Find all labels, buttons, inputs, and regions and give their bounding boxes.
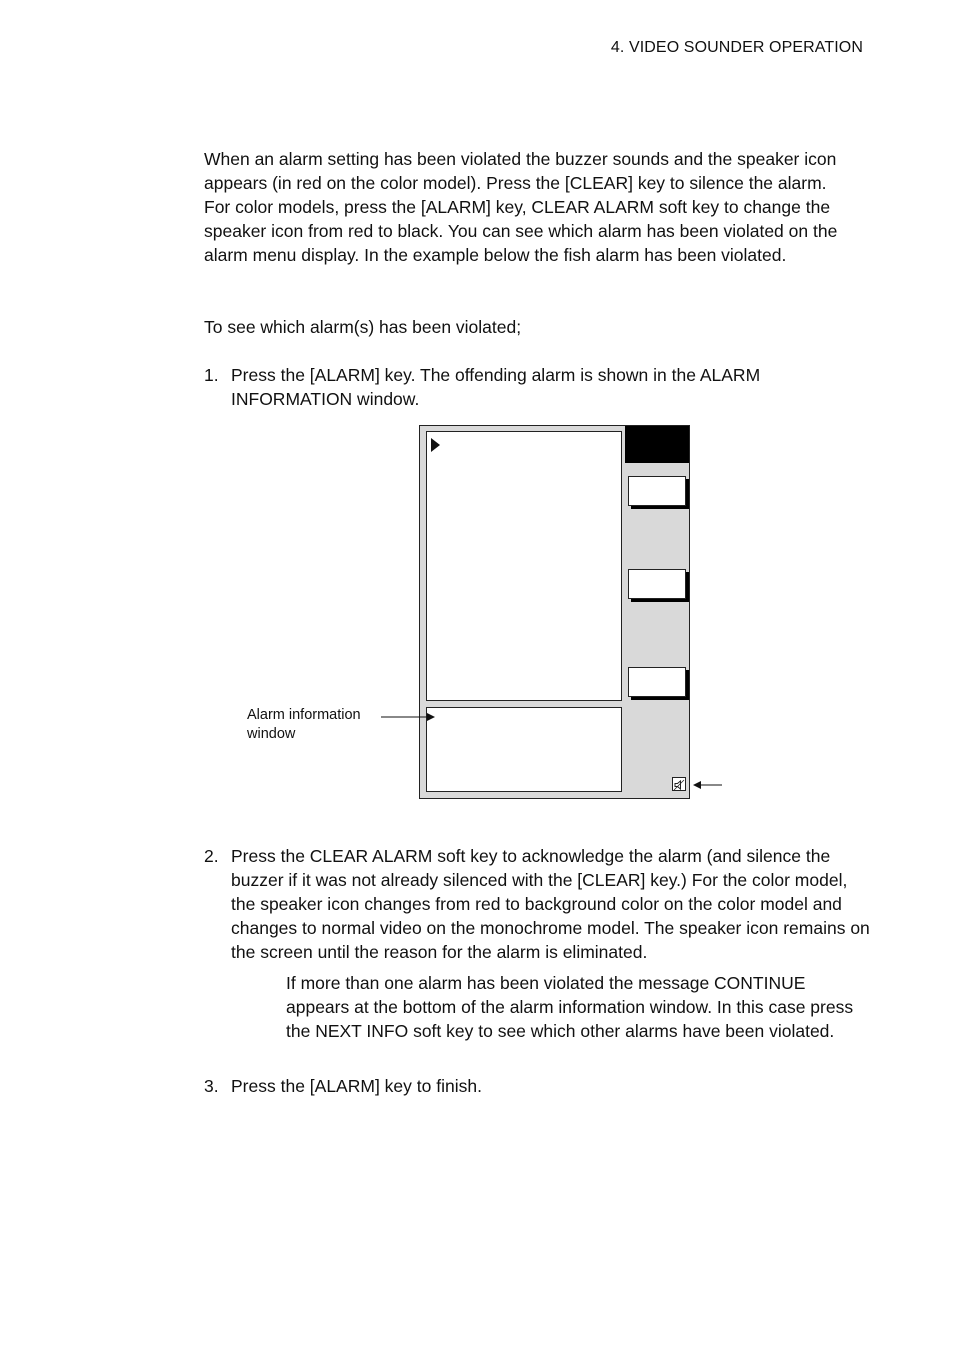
step-number: 2. bbox=[204, 846, 219, 866]
step-text: Press the [ALARM] key. The offending alarm is shown in the ALARM INFORMATION window. bbox=[231, 365, 761, 409]
lead-paragraph: To see which alarm(s) has been violated; bbox=[204, 317, 522, 337]
step-2 bbox=[204, 844, 874, 964]
intro-paragraph: When an alarm setting has been violated the buzzer sounds and the speaker icon appears (in red on the color model). Press the [CLEAR] key to silence the alarm. For color models, press the [ALARM] key, CLEAR ALARM soft key to change the speaker icon from red to black. You can see which alarm has been violated on the alarm menu display. In the example below the fish alarm has been violated. bbox=[204, 149, 838, 265]
step-number: 1. bbox=[204, 365, 219, 385]
callout-line-1: Alarm information bbox=[247, 707, 361, 723]
callout-line-2: window bbox=[247, 726, 296, 742]
step-text: Press the [ALARM] key to finish. bbox=[231, 1076, 482, 1096]
step-3 bbox=[204, 1074, 874, 1098]
step-text: Press the CLEAR ALARM soft key to acknowledge the alarm (and silence the buzzer if it was not already silenced with the [CLEAR] key.) For the color model, the speaker icon changes from red to background color on the color model and changes to normal video on the monochrome model. The speaker icon remains on the screen until the reason for the alarm is eliminated. bbox=[231, 846, 870, 962]
note-paragraph: If more than one alarm has been violated the message CONTINUE appears at the bottom of the alarm information window. In this case press the NEXT INFO soft key to see which other alarms have been violated. bbox=[286, 973, 854, 1041]
page-header: 4. VIDEO SOUNDER OPERATION bbox=[610, 39, 863, 56]
step-number: 3. bbox=[204, 1076, 219, 1096]
